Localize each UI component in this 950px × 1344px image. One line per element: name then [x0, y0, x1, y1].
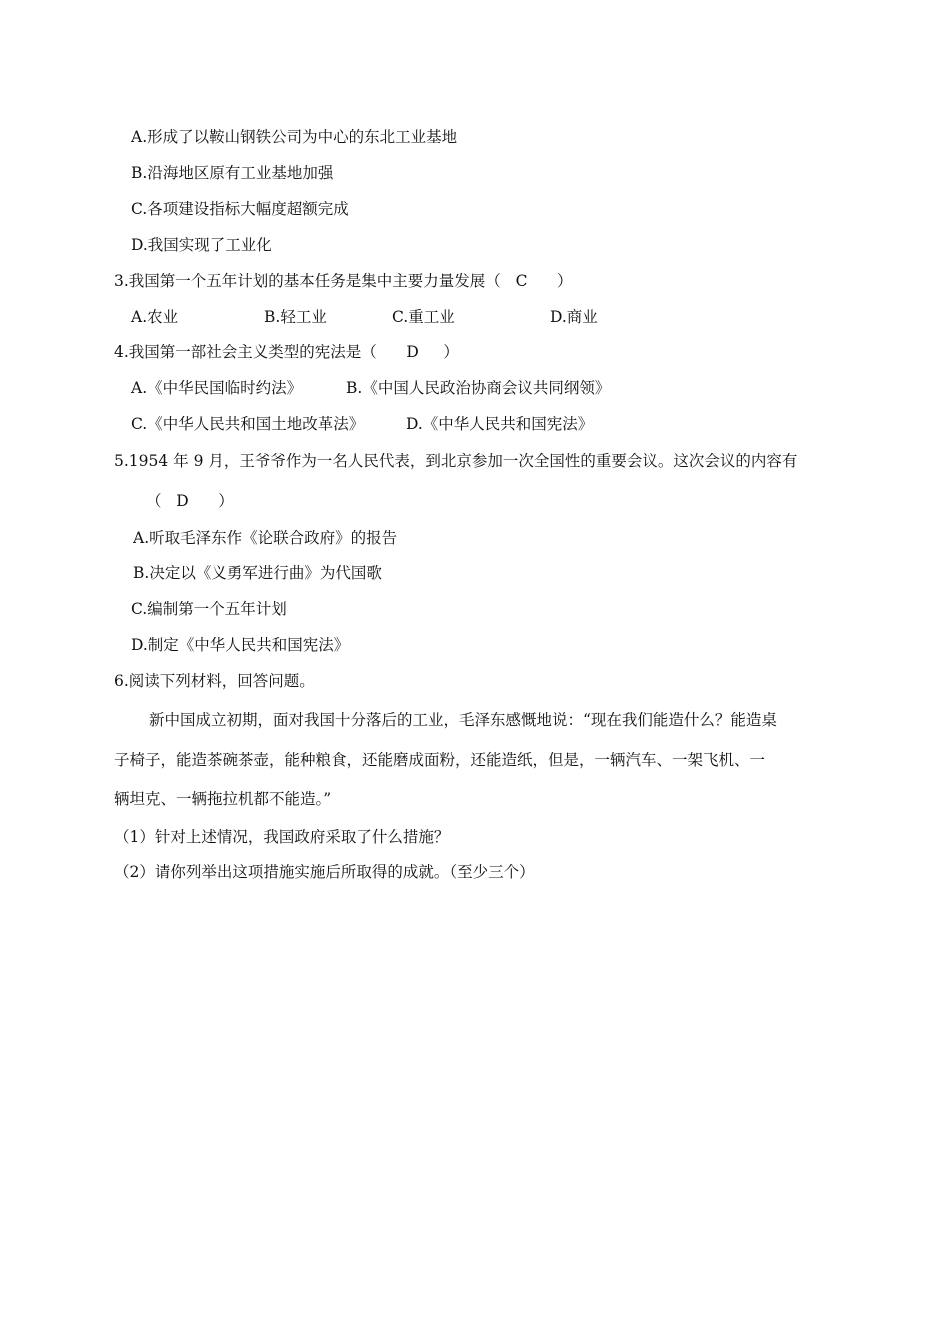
q6-subquestion-2: （2）请你列举出这项措施实施后所取得的成就。（至少三个）: [114, 863, 535, 881]
q6-material-line-1: 新中国成立初期，面对我国十分落后的工业，毛泽东感慨地说：“现在我们能造什么？能造桌: [149, 711, 777, 729]
q4-option-a: A.《中华民国临时约法》: [131, 379, 303, 397]
q5-option-a: A.听取毛泽东作《论联合政府》的报告: [133, 529, 398, 547]
q3-option-b: B.轻工业: [264, 308, 327, 326]
q5-option-b: B.决定以《义勇军进行曲》为代国歌: [133, 564, 382, 582]
q6-stem: 6.阅读下列材料，回答问题。: [114, 672, 315, 690]
q5-stem: 5.1954 年 9 月，王爷爷作为一名人民代表，到北京参加一次全国性的重要会议。这次会议的内容有: [114, 452, 798, 470]
q5-option-c: C.编制第一个五年计划: [131, 600, 287, 618]
q4-option-d: D.《中华人民共和国宪法》: [406, 415, 594, 433]
q4-option-b: B.《中国人民政治协商会议共同纲领》: [346, 379, 611, 397]
q4-stem: 4.我国第一部社会主义类型的宪法是（ D ）: [114, 343, 459, 361]
q3-option-d: D.商业: [550, 308, 598, 326]
q2-option-c: C.各项建设指标大幅度超额完成: [131, 200, 349, 218]
q3-option-c: C.重工业: [392, 308, 455, 326]
q6-subquestion-1: （1）针对上述情况，我国政府采取了什么措施？: [114, 828, 450, 846]
q2-option-b: B.沿海地区原有工业基地加强: [131, 164, 334, 182]
q2-option-d: D.我国实现了工业化: [131, 236, 272, 254]
q3-stem: 3.我国第一个五年计划的基本任务是集中主要力量发展（ C ）: [114, 272, 573, 290]
q2-option-a: A.形成了以鞍山钢铁公司为中心的东北工业基地: [131, 128, 458, 146]
q6-material-line-2: 子椅子，能造茶碗茶壶，能种粮食，还能磨成面粉，还能造纸，但是，一辆汽车、一架飞机、一: [114, 751, 766, 769]
q6-material-line-3: 辆坦克、一辆拖拉机都不能造。”: [114, 790, 332, 808]
q3-option-a: A.农业: [131, 308, 179, 326]
q4-option-c: C.《中华人民共和国土地改革法》: [131, 415, 365, 433]
q5-option-d: D.制定《中华人民共和国宪法》: [131, 636, 350, 654]
q5-answer: （ D ）: [146, 492, 234, 510]
